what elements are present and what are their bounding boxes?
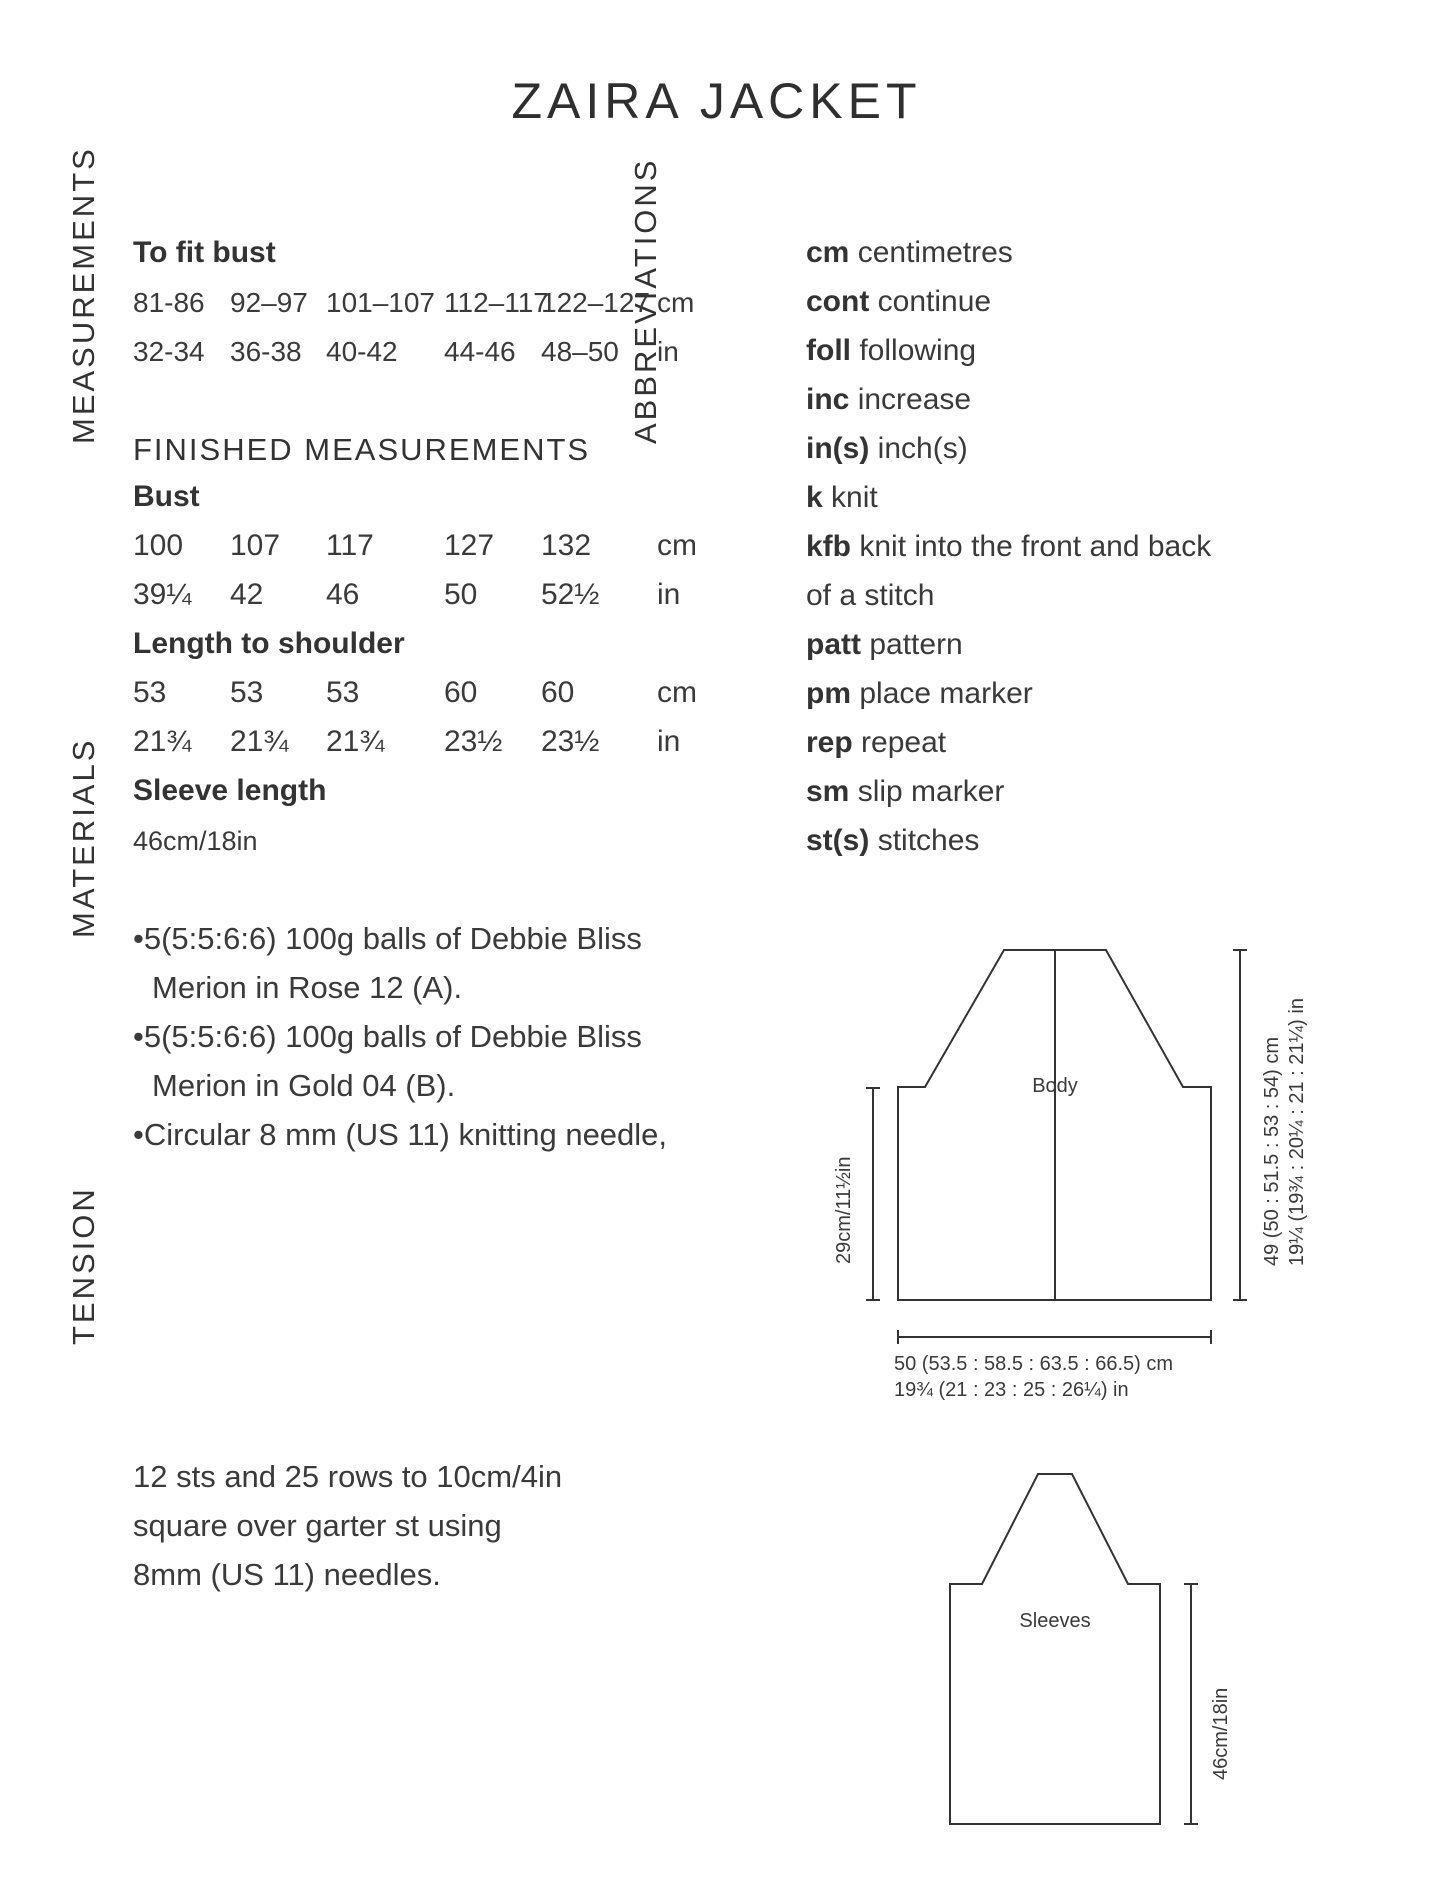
size-cell: 44-46 [444, 336, 516, 367]
body-height-label: 29cm/11½in [833, 1156, 855, 1264]
finished-measurements-heading: FINISHED MEASUREMENTS [133, 432, 591, 467]
size-cell: 60 [541, 676, 575, 709]
size-cell: 46 [326, 578, 360, 611]
sleeve-length-label: 46cm/18in [1210, 1687, 1232, 1780]
list-item-continuation: Merion in Rose 12 (A). [152, 970, 463, 1005]
section-label-tension: TENSION [66, 1186, 101, 1345]
tension-line: 12 sts and 25 rows to 10cm/4in [133, 1459, 563, 1494]
size-cell: 48–50 [541, 336, 619, 367]
abbreviation-item: cm centimetres [806, 236, 1013, 269]
list-item-continuation: Merion in Gold 04 (B). [152, 1068, 456, 1103]
list-item: •Circular 8 mm (US 11) knitting needle, [133, 1117, 668, 1152]
unit-cell: in [657, 578, 681, 611]
size-cell: 52½ [541, 578, 600, 611]
size-cell: 127 [444, 529, 495, 562]
size-cell: 36-38 [230, 336, 302, 367]
abbreviation-item: foll following [806, 334, 977, 367]
size-cell: 60 [444, 676, 478, 709]
unit-cell: in [657, 336, 679, 367]
body-length-cm-label: 49 (50 : 51.5 : 53 : 54) cm [1261, 1036, 1283, 1266]
abbreviation-item: cont continue [806, 285, 992, 318]
abbreviation-item: kfb knit into the front and back [806, 530, 1212, 563]
size-cell: 50 [444, 578, 478, 611]
abbreviation-item: patt pattern [806, 628, 963, 661]
size-cell: 53 [230, 676, 264, 709]
size-cell: 53 [133, 676, 167, 709]
unit-cell: cm [657, 676, 697, 709]
abbreviation-item: rep repeat [806, 726, 947, 759]
section-label-materials: MATERIALS [66, 737, 101, 938]
size-cell: 100 [133, 529, 184, 562]
sleeve-outline [950, 1474, 1160, 1824]
abbreviation-item: k knit [806, 481, 878, 514]
size-cell: 23½ [541, 725, 600, 758]
size-cell: 32-34 [133, 336, 205, 367]
size-cell: 101–107 [326, 287, 436, 318]
sleeve-value: 46cm/18in [133, 826, 258, 856]
bust-heading: Bust [133, 480, 200, 513]
sleeve-schematic [950, 1474, 1198, 1824]
list-item: •5(5:5:6:6) 100g balls of Debbie Bliss [133, 1019, 642, 1054]
body-label: Body [1032, 1075, 1078, 1097]
unit-cell: cm [657, 287, 695, 318]
section-label-measurements: MEASUREMENTS [66, 146, 101, 444]
size-cell: 81-86 [133, 287, 205, 318]
body-length-in-label: 19¼ (19¾ : 20¼ : 21 : 21¼) in [1286, 998, 1308, 1266]
sleeves-label: Sleeves [1019, 1610, 1091, 1632]
tension-line: 8mm (US 11) needles. [133, 1557, 441, 1592]
size-cell: 53 [326, 676, 360, 709]
unit-cell: cm [657, 529, 697, 562]
size-cell: 21¾ [133, 725, 192, 758]
unit-cell: in [657, 725, 681, 758]
size-cell: 42 [230, 578, 264, 611]
abbreviation-item: pm place marker [806, 677, 1033, 710]
size-cell: 21¾ [230, 725, 289, 758]
section-label-abbreviations: ABBREVIATIONS [628, 157, 663, 444]
tension-line: square over garter st using [133, 1508, 502, 1543]
size-cell: 39¼ [133, 578, 192, 611]
abbreviation-item: st(s) stitches [806, 824, 980, 857]
size-cell: 107 [230, 529, 281, 562]
length-heading: Length to shoulder [133, 627, 405, 660]
page-title: ZAIRA JACKET [511, 73, 922, 129]
size-cell: 117 [326, 529, 374, 562]
size-cell: 132 [541, 529, 592, 562]
abbreviation-item: inc increase [806, 383, 972, 416]
size-cell: 122–127 [541, 287, 651, 318]
sleeve-heading: Sleeve length [133, 774, 327, 807]
abbreviation-item: of a stitch [806, 579, 935, 612]
abbreviation-item: in(s) inch(s) [806, 432, 968, 465]
body-width-in-label: 19¾ (21 : 23 : 25 : 26¼) in [894, 1379, 1129, 1401]
to-fit-bust-heading: To fit bust [133, 236, 276, 269]
size-cell: 112–117 [444, 287, 549, 318]
size-cell: 23½ [444, 725, 503, 758]
list-item: •5(5:5:6:6) 100g balls of Debbie Bliss [133, 921, 642, 956]
body-schematic [866, 950, 1247, 1344]
size-cell: 21¾ [326, 725, 385, 758]
body-width-cm-label: 50 (53.5 : 58.5 : 63.5 : 66.5) cm [894, 1353, 1174, 1375]
size-cell: 40-42 [326, 336, 398, 367]
abbreviation-item: sm slip marker [806, 775, 1005, 808]
size-cell: 92–97 [230, 287, 308, 318]
